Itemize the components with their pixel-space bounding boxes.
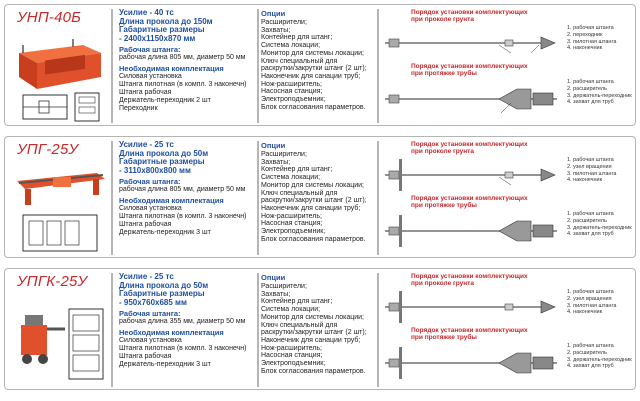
scheme-title-drilling: Порядок установки комплектующих при проколе грунта (411, 141, 528, 155)
legend-drilling: 1. рабочая штанга 2. узел вращения 3. пилотная штанга 4. наконечник (567, 157, 617, 184)
option-item: Ключ специальный для (261, 57, 338, 65)
option-item: Электроподъемник; (261, 228, 326, 236)
assembly-scheme (381, 7, 633, 123)
assembly-scheme (381, 271, 633, 387)
dimensions-value: - 950х760х685 мм (119, 297, 187, 307)
option-item: Контейнер для штанг; (261, 34, 333, 42)
options-title: Опции (261, 273, 286, 282)
option-item: Контейнер для штанг; (261, 298, 333, 306)
option-item: Контейнер для штанг; (261, 166, 333, 174)
option-item: Наконечник для санации труб; (261, 72, 361, 80)
shank-text: рабочая длина 355 мм, диаметр 50 мм (119, 318, 246, 325)
kit-item: Штанга рабочая (119, 353, 172, 360)
kit-item: Штанга пилотная (в компл. 3 наконечн) (119, 213, 247, 220)
force-spec: Усилие - 40 тс (119, 8, 174, 17)
length-spec: Длина прокола до 50м (119, 280, 209, 290)
machine-photo-unp40b (13, 31, 109, 123)
model-name: УНП-40Б (17, 9, 82, 26)
kit-item: Силовая установка (119, 337, 182, 344)
kit-item: Штанга пилотная (в компл. 3 наконечн) (119, 345, 247, 352)
force-spec: Усилие - 25 тс (119, 140, 174, 149)
option-item: Расширители; (261, 283, 307, 290)
assembly-diagram (381, 341, 565, 385)
option-item: Нож-расширитель; (261, 80, 322, 88)
machine-photo-upgk25u (13, 295, 109, 387)
option-item: Наконечник для санации труб; (261, 204, 361, 212)
scheme-title-drilling: Порядок установки комплектующих при проколе грунта (411, 273, 528, 287)
option-item: Захваты; (261, 290, 291, 298)
kit-item: Держатель-переходник 2 шт (119, 97, 211, 104)
option-item: Нож-расширитель; (261, 212, 322, 220)
model-name: УПГ-25У (17, 141, 79, 158)
options-list (261, 273, 377, 375)
legend-pulling: 1. рабочая штанга 2. расширитель 3. держатель-переходник 4. захват для труб (567, 79, 632, 106)
option-item: Нож-расширитель; (261, 344, 322, 352)
kit-item: Штанга рабочая (119, 221, 172, 228)
option-item: Блок согласования параметров. (261, 367, 366, 375)
shank-title: Рабочая штанга: (119, 45, 181, 54)
option-item: Система локации; (261, 42, 321, 50)
length-spec: Длина прокола до 150м (119, 16, 213, 26)
scheme-title-pulling: Порядок установки комплектующих при протяжке трубы (411, 195, 528, 209)
scheme-title-drilling: Порядок установки комплектующих при проколе грунта (411, 9, 528, 23)
kit-title: Необходимая комплектация (119, 196, 224, 205)
specifications (119, 9, 267, 113)
shank-title: Рабочая штанга: (119, 309, 181, 318)
kit-item: Держатель-переходник 3 шт (119, 229, 211, 236)
dimensions-label: Габаритные размеры (119, 157, 205, 166)
option-item: Блок согласования параметров. (261, 103, 366, 111)
dimensions-value: - 2400х1150х870 мм (119, 33, 196, 43)
kit-item: Силовая установка (119, 205, 182, 212)
scheme-title-pulling: Порядок установки комплектующих при протяжке трубы (411, 63, 528, 77)
option-item: Насосная станция; (261, 88, 323, 96)
shank-text: рабочая длина 805 мм, диаметр 50 мм (119, 186, 246, 193)
option-item: Ключ специальный для (261, 321, 338, 329)
option-item: Система локации; (261, 174, 321, 182)
option-item: Монитор для системы локации; (261, 49, 365, 57)
option-item: Расширители; (261, 19, 307, 26)
assembly-diagram (381, 287, 565, 325)
kit-title: Необходимая комплектация (119, 64, 224, 73)
option-item: Наконечник для санации труб; (261, 336, 361, 344)
kit-title: Необходимая комплектация (119, 328, 224, 337)
kit-item: Держатель-переходник 3 шт (119, 361, 211, 368)
legend-drilling: 1. рабочая штанга 2. переходник 3. пилотная штанга 4. наконечник (567, 25, 617, 52)
assembly-diagram (381, 23, 565, 61)
assembly-diagram (381, 155, 565, 193)
option-item: Система локации; (261, 306, 321, 314)
machine-photo-upg25u (13, 163, 109, 255)
option-item: Расширители; (261, 151, 307, 158)
option-item: Насосная станция; (261, 352, 323, 360)
kit-item: Штанга пилотная (в компл. 3 наконечн) (119, 81, 247, 88)
length-spec: Длина прокола до 50м (119, 148, 209, 158)
option-item: раскрутки/закрутки штанг (2 шт); (261, 329, 367, 337)
dimensions-label: Габаритные размеры (119, 289, 205, 298)
assembly-scheme (381, 139, 633, 255)
assembly-diagram (381, 209, 565, 253)
model-name: УПГК-25У (17, 273, 88, 290)
specifications (119, 141, 267, 237)
option-item: Монитор для системы локации; (261, 313, 365, 321)
assembly-diagram (381, 77, 565, 121)
option-item: раскрутки/закрутки штанг (2 шт); (261, 65, 367, 73)
option-item: Блок согласования параметров. (261, 235, 366, 243)
option-item: Захваты; (261, 158, 291, 166)
product-card-upg25u (4, 136, 636, 258)
dimensions-label: Габаритные размеры (119, 25, 205, 34)
option-item: раскрутки/закрутки штанг (2 шт); (261, 197, 367, 205)
product-card-upgk25u (4, 268, 636, 390)
option-item: Захваты; (261, 26, 291, 34)
force-spec: Усилие - 25 тс (119, 272, 174, 281)
options-title: Опции (261, 141, 286, 150)
options-list (261, 141, 377, 243)
dimensions-value: - 3110х800х800 мм (119, 165, 191, 175)
legend-pulling: 1. рабочая штанга 2. расширитель 3. держатель-переходник 4. захват для труб (567, 343, 632, 370)
options-list (261, 9, 377, 111)
options-title: Опции (261, 9, 286, 18)
shank-text: рабочая длина 805 мм, диаметр 50 мм (119, 54, 246, 61)
option-item: Электроподъемник; (261, 360, 326, 368)
option-item: Монитор для системы локации; (261, 181, 365, 189)
kit-item: Переходник (119, 105, 158, 112)
kit-item: Штанга рабочая (119, 89, 172, 96)
legend-drilling: 1. рабочая штанга 2. узел вращения 3. пилотная штанга 4. наконечник (567, 289, 617, 316)
product-card-unp40b (4, 4, 636, 126)
scheme-title-pulling: Порядок установки комплектующих при протяжке трубы (411, 327, 528, 341)
specifications (119, 273, 267, 369)
option-item: Насосная станция; (261, 220, 323, 228)
legend-pulling: 1. рабочая штанга 2. расширитель 3. держатель-переходник 4. захват для труб (567, 211, 632, 238)
option-item: Ключ специальный для (261, 189, 338, 197)
shank-title: Рабочая штанга: (119, 177, 181, 186)
option-item: Электроподъемник; (261, 96, 326, 104)
kit-item: Силовая установка (119, 73, 182, 80)
